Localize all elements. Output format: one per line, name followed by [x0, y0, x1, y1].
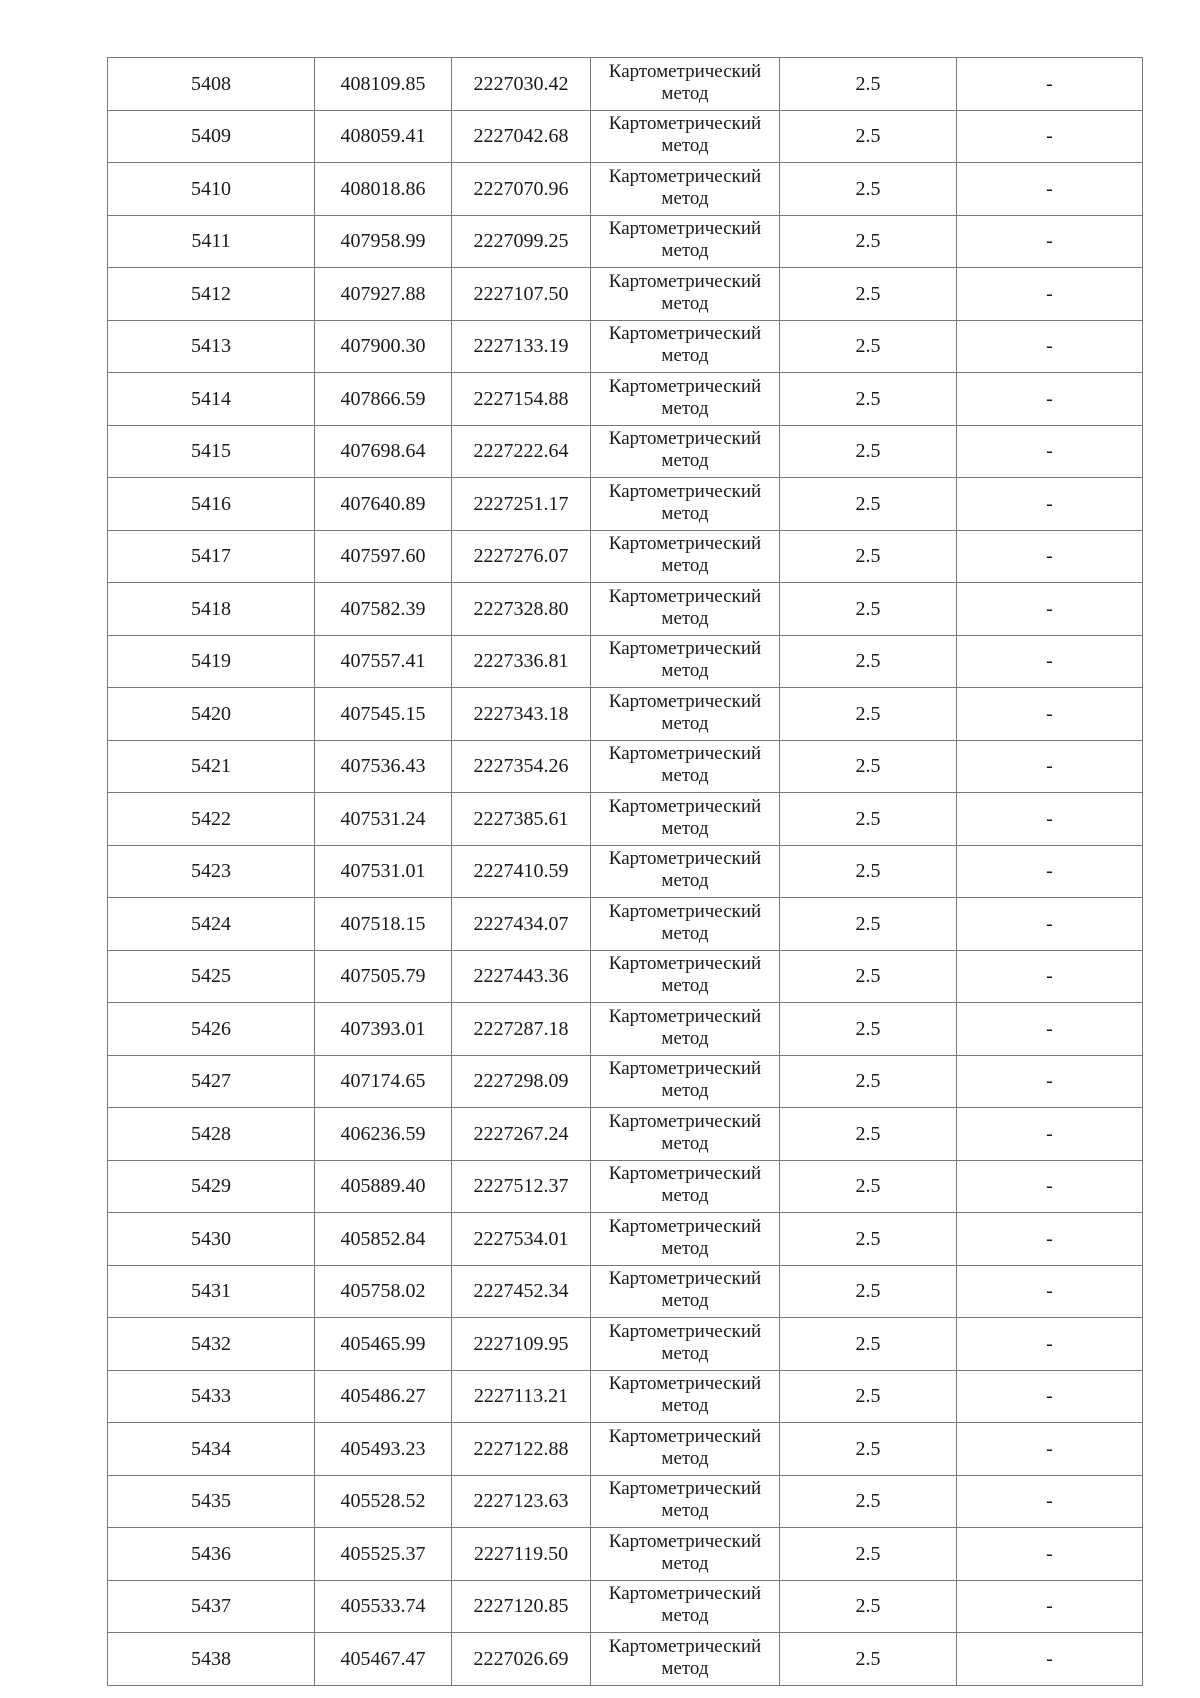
method-line-1: Картометрический [608, 533, 762, 555]
point-number-cell: 5429 [108, 1160, 315, 1213]
coordinate-x-cell: 407597.60 [315, 530, 452, 583]
accuracy-cell: 2.5 [780, 845, 957, 898]
coordinate-y-cell: 2227042.68 [452, 110, 591, 163]
coordinate-x-cell: 407900.30 [315, 320, 452, 373]
point-number-cell: 5434 [108, 1423, 315, 1476]
point-number-cell: 5431 [108, 1265, 315, 1318]
coordinate-y-cell: 2227385.61 [452, 793, 591, 846]
method-cell [591, 268, 780, 321]
method-line-2: метод [661, 1290, 709, 1312]
accuracy-cell: 2.5 [780, 583, 957, 636]
accuracy-cell: 2.5 [780, 1160, 957, 1213]
coordinate-x-cell: 407393.01 [315, 1003, 452, 1056]
point-number-cell: 5424 [108, 898, 315, 951]
accuracy-cell: 2.5 [780, 478, 957, 531]
coordinate-x-cell: 405758.02 [315, 1265, 452, 1318]
coordinate-y-cell: 2227154.88 [452, 373, 591, 426]
method-line-2: метод [661, 397, 709, 419]
table-row [108, 163, 1143, 216]
coordinate-x-cell: 407927.88 [315, 268, 452, 321]
method-line-1: Картометрический [608, 323, 762, 345]
table-row [108, 1580, 1143, 1633]
method-line-1: Картометрический [608, 60, 762, 82]
table-row [108, 1160, 1143, 1213]
method-cell [591, 898, 780, 951]
accuracy-cell: 2.5 [780, 635, 957, 688]
accuracy-cell: 2.5 [780, 1318, 957, 1371]
method-line-2: метод [661, 187, 709, 209]
method-line-1: Картометрический [608, 428, 762, 450]
method-line-2: метод [661, 922, 709, 944]
method-line-2: метод [661, 607, 709, 629]
coordinate-y-cell: 2227122.88 [452, 1423, 591, 1476]
note-cell: - [957, 478, 1143, 531]
coordinate-y-cell: 2227336.81 [452, 635, 591, 688]
coordinate-x-cell: 405525.37 [315, 1528, 452, 1581]
table-row [108, 845, 1143, 898]
coordinate-x-cell: 407174.65 [315, 1055, 452, 1108]
point-number-cell: 5432 [108, 1318, 315, 1371]
table-row [108, 1370, 1143, 1423]
method-cell [591, 1528, 780, 1581]
note-cell: - [957, 58, 1143, 111]
note-cell: - [957, 1580, 1143, 1633]
coordinate-y-cell: 2227251.17 [452, 478, 591, 531]
coordinate-y-cell: 2227026.69 [452, 1633, 591, 1686]
method-line-2: метод [661, 870, 709, 892]
coordinate-y-cell: 2227298.09 [452, 1055, 591, 1108]
coordinate-y-cell: 2227328.80 [452, 583, 591, 636]
method-line-1: Картометрический [608, 1478, 762, 1500]
method-cell [591, 1055, 780, 1108]
point-number-cell: 5415 [108, 425, 315, 478]
method-line-2: метод [661, 345, 709, 367]
coordinate-x-cell: 407958.99 [315, 215, 452, 268]
coordinate-y-cell: 2227452.34 [452, 1265, 591, 1318]
method-cell [591, 1580, 780, 1633]
method-cell [591, 1633, 780, 1686]
method-line-1: Картометрический [608, 1373, 762, 1395]
coordinate-y-cell: 2227120.85 [452, 1580, 591, 1633]
table-row [108, 320, 1143, 373]
method-line-1: Картометрический [608, 1005, 762, 1027]
point-number-cell: 5426 [108, 1003, 315, 1056]
method-cell [591, 1213, 780, 1266]
table-row [108, 110, 1143, 163]
accuracy-cell: 2.5 [780, 110, 957, 163]
method-cell [591, 1475, 780, 1528]
method-line-1: Картометрический [608, 480, 762, 502]
method-line-1: Картометрический [608, 795, 762, 817]
accuracy-cell: 2.5 [780, 1003, 957, 1056]
table-row [108, 1318, 1143, 1371]
method-cell [591, 215, 780, 268]
accuracy-cell: 2.5 [780, 58, 957, 111]
accuracy-cell: 2.5 [780, 898, 957, 951]
accuracy-cell: 2.5 [780, 1528, 957, 1581]
note-cell: - [957, 688, 1143, 741]
note-cell: - [957, 1633, 1143, 1686]
method-line-2: метод [661, 1080, 709, 1102]
table-row [108, 373, 1143, 426]
table-row [108, 215, 1143, 268]
note-cell: - [957, 740, 1143, 793]
coordinate-y-cell: 2227434.07 [452, 898, 591, 951]
table-row [108, 898, 1143, 951]
coordinate-x-cell: 406236.59 [315, 1108, 452, 1161]
accuracy-cell: 2.5 [780, 530, 957, 583]
method-line-1: Картометрический [608, 848, 762, 870]
method-cell [591, 950, 780, 1003]
point-number-cell: 5427 [108, 1055, 315, 1108]
method-line-1: Картометрический [608, 1110, 762, 1132]
point-number-cell: 5411 [108, 215, 315, 268]
method-line-1: Картометрический [608, 1530, 762, 1552]
method-cell [591, 583, 780, 636]
coordinate-y-cell: 2227113.21 [452, 1370, 591, 1423]
note-cell: - [957, 163, 1143, 216]
coordinate-y-cell: 2227119.50 [452, 1528, 591, 1581]
method-line-2: метод [661, 975, 709, 997]
method-line-1: Картометрический [608, 690, 762, 712]
point-number-cell: 5414 [108, 373, 315, 426]
coordinate-y-cell: 2227133.19 [452, 320, 591, 373]
accuracy-cell: 2.5 [780, 688, 957, 741]
table-row [108, 1633, 1143, 1686]
note-cell: - [957, 530, 1143, 583]
table-row [108, 793, 1143, 846]
method-line-2: метод [661, 1027, 709, 1049]
method-line-2: метод [661, 1132, 709, 1154]
method-line-2: метод [661, 502, 709, 524]
note-cell: - [957, 1265, 1143, 1318]
point-number-cell: 5412 [108, 268, 315, 321]
coordinate-y-cell: 2227534.01 [452, 1213, 591, 1266]
accuracy-cell: 2.5 [780, 1213, 957, 1266]
method-line-1: Картометрический [608, 1635, 762, 1657]
table-row [108, 478, 1143, 531]
note-cell: - [957, 950, 1143, 1003]
note-cell: - [957, 1423, 1143, 1476]
coordinate-x-cell: 405528.52 [315, 1475, 452, 1528]
method-line-1: Картометрический [608, 113, 762, 135]
accuracy-cell: 2.5 [780, 1265, 957, 1318]
method-cell [591, 635, 780, 688]
method-line-1: Картометрический [608, 1425, 762, 1447]
coordinate-y-cell: 2227354.26 [452, 740, 591, 793]
method-line-1: Картометрический [608, 165, 762, 187]
coordinate-x-cell: 408018.86 [315, 163, 452, 216]
coordinate-x-cell: 407505.79 [315, 950, 452, 1003]
coordinates-table-body [108, 58, 1143, 1686]
note-cell: - [957, 320, 1143, 373]
accuracy-cell: 2.5 [780, 950, 957, 1003]
point-number-cell: 5418 [108, 583, 315, 636]
table-row [108, 58, 1143, 111]
note-cell: - [957, 373, 1143, 426]
note-cell: - [957, 845, 1143, 898]
note-cell: - [957, 215, 1143, 268]
method-line-1: Картометрический [608, 1058, 762, 1080]
method-line-2: метод [661, 82, 709, 104]
method-line-2: метод [661, 1447, 709, 1469]
coordinate-x-cell: 408059.41 [315, 110, 452, 163]
table-row [108, 583, 1143, 636]
coordinate-x-cell: 407640.89 [315, 478, 452, 531]
note-cell: - [957, 1055, 1143, 1108]
method-line-2: метод [661, 135, 709, 157]
method-line-2: метод [661, 1185, 709, 1207]
method-line-2: метод [661, 1500, 709, 1522]
method-line-1: Картометрический [608, 375, 762, 397]
method-cell [591, 1265, 780, 1318]
method-cell [591, 1423, 780, 1476]
point-number-cell: 5409 [108, 110, 315, 163]
method-line-1: Картометрический [608, 1268, 762, 1290]
note-cell: - [957, 1213, 1143, 1266]
method-line-2: метод [661, 1342, 709, 1364]
point-number-cell: 5416 [108, 478, 315, 531]
coordinate-y-cell: 2227107.50 [452, 268, 591, 321]
method-line-1: Картометрический [608, 1583, 762, 1605]
method-cell [591, 320, 780, 373]
table-row [108, 950, 1143, 1003]
coordinate-x-cell: 407582.39 [315, 583, 452, 636]
point-number-cell: 5437 [108, 1580, 315, 1633]
method-line-2: метод [661, 240, 709, 262]
method-line-1: Картометрический [608, 585, 762, 607]
method-line-1: Картометрический [608, 270, 762, 292]
coordinate-x-cell: 405889.40 [315, 1160, 452, 1213]
table-row [108, 1055, 1143, 1108]
method-line-2: метод [661, 817, 709, 839]
point-number-cell: 5408 [108, 58, 315, 111]
table-row [108, 530, 1143, 583]
note-cell: - [957, 1318, 1143, 1371]
accuracy-cell: 2.5 [780, 163, 957, 216]
point-number-cell: 5428 [108, 1108, 315, 1161]
coordinate-x-cell: 407557.41 [315, 635, 452, 688]
method-line-2: метод [661, 292, 709, 314]
coordinate-x-cell: 407531.01 [315, 845, 452, 898]
point-number-cell: 5421 [108, 740, 315, 793]
table-row [108, 268, 1143, 321]
coordinate-x-cell: 408109.85 [315, 58, 452, 111]
method-cell [591, 1003, 780, 1056]
point-number-cell: 5430 [108, 1213, 315, 1266]
coordinate-x-cell: 407531.24 [315, 793, 452, 846]
coordinates-table [107, 57, 1143, 1686]
table-row [108, 1528, 1143, 1581]
accuracy-cell: 2.5 [780, 740, 957, 793]
note-cell: - [957, 1475, 1143, 1528]
point-number-cell: 5422 [108, 793, 315, 846]
table-row [108, 1003, 1143, 1056]
accuracy-cell: 2.5 [780, 373, 957, 426]
coordinate-y-cell: 2227267.24 [452, 1108, 591, 1161]
method-cell [591, 1160, 780, 1213]
coordinate-x-cell: 407518.15 [315, 898, 452, 951]
note-cell: - [957, 110, 1143, 163]
coordinate-y-cell: 2227123.63 [452, 1475, 591, 1528]
point-number-cell: 5435 [108, 1475, 315, 1528]
point-number-cell: 5438 [108, 1633, 315, 1686]
coordinate-x-cell: 407866.59 [315, 373, 452, 426]
method-line-1: Картометрический [608, 743, 762, 765]
accuracy-cell: 2.5 [780, 1108, 957, 1161]
table-row [108, 1475, 1143, 1528]
coordinate-y-cell: 2227276.07 [452, 530, 591, 583]
table-row [108, 425, 1143, 478]
coordinate-y-cell: 2227287.18 [452, 1003, 591, 1056]
method-cell [591, 110, 780, 163]
coordinate-x-cell: 405486.27 [315, 1370, 452, 1423]
coordinate-y-cell: 2227410.59 [452, 845, 591, 898]
accuracy-cell: 2.5 [780, 1580, 957, 1633]
point-number-cell: 5433 [108, 1370, 315, 1423]
point-number-cell: 5413 [108, 320, 315, 373]
method-line-1: Картометрический [608, 1320, 762, 1342]
coordinate-y-cell: 2227109.95 [452, 1318, 591, 1371]
coordinate-y-cell: 2227343.18 [452, 688, 591, 741]
coordinate-x-cell: 407545.15 [315, 688, 452, 741]
note-cell: - [957, 1003, 1143, 1056]
point-number-cell: 5420 [108, 688, 315, 741]
point-number-cell: 5436 [108, 1528, 315, 1581]
accuracy-cell: 2.5 [780, 1423, 957, 1476]
accuracy-cell: 2.5 [780, 268, 957, 321]
coordinate-x-cell: 405467.47 [315, 1633, 452, 1686]
coordinate-y-cell: 2227443.36 [452, 950, 591, 1003]
point-number-cell: 5417 [108, 530, 315, 583]
accuracy-cell: 2.5 [780, 793, 957, 846]
coordinate-y-cell: 2227099.25 [452, 215, 591, 268]
coordinate-x-cell: 405465.99 [315, 1318, 452, 1371]
note-cell: - [957, 1528, 1143, 1581]
coordinate-x-cell: 405852.84 [315, 1213, 452, 1266]
coordinate-y-cell: 2227070.96 [452, 163, 591, 216]
note-cell: - [957, 583, 1143, 636]
method-cell [591, 1370, 780, 1423]
method-cell [591, 740, 780, 793]
coordinate-x-cell: 405493.23 [315, 1423, 452, 1476]
note-cell: - [957, 1370, 1143, 1423]
note-cell: - [957, 1160, 1143, 1213]
accuracy-cell: 2.5 [780, 215, 957, 268]
method-cell [591, 530, 780, 583]
table-row [108, 635, 1143, 688]
method-cell [591, 1108, 780, 1161]
method-line-1: Картометрический [608, 900, 762, 922]
method-cell [591, 58, 780, 111]
note-cell: - [957, 793, 1143, 846]
point-number-cell: 5425 [108, 950, 315, 1003]
accuracy-cell: 2.5 [780, 1475, 957, 1528]
point-number-cell: 5423 [108, 845, 315, 898]
table-row [108, 1423, 1143, 1476]
coordinate-y-cell: 2227030.42 [452, 58, 591, 111]
method-line-1: Картометрический [608, 218, 762, 240]
coordinate-x-cell: 407698.64 [315, 425, 452, 478]
method-line-2: метод [661, 555, 709, 577]
table-row [108, 740, 1143, 793]
method-cell [591, 478, 780, 531]
method-line-2: метод [661, 660, 709, 682]
table-row [108, 688, 1143, 741]
accuracy-cell: 2.5 [780, 320, 957, 373]
point-number-cell: 5419 [108, 635, 315, 688]
point-number-cell: 5410 [108, 163, 315, 216]
method-cell [591, 1318, 780, 1371]
accuracy-cell: 2.5 [780, 425, 957, 478]
method-line-2: метод [661, 1657, 709, 1679]
note-cell: - [957, 425, 1143, 478]
coordinate-x-cell: 407536.43 [315, 740, 452, 793]
note-cell: - [957, 635, 1143, 688]
accuracy-cell: 2.5 [780, 1633, 957, 1686]
coordinate-x-cell: 405533.74 [315, 1580, 452, 1633]
method-cell [591, 845, 780, 898]
method-line-1: Картометрический [608, 1215, 762, 1237]
coordinate-y-cell: 2227512.37 [452, 1160, 591, 1213]
table-row [108, 1265, 1143, 1318]
method-cell [591, 373, 780, 426]
method-line-2: метод [661, 1552, 709, 1574]
note-cell: - [957, 898, 1143, 951]
note-cell: - [957, 1108, 1143, 1161]
method-line-2: метод [661, 1395, 709, 1417]
method-line-2: метод [661, 765, 709, 787]
method-cell [591, 425, 780, 478]
method-cell [591, 163, 780, 216]
method-line-1: Картометрический [608, 953, 762, 975]
method-line-2: метод [661, 450, 709, 472]
accuracy-cell: 2.5 [780, 1055, 957, 1108]
method-line-1: Картометрический [608, 1163, 762, 1185]
method-cell [591, 793, 780, 846]
coordinate-y-cell: 2227222.64 [452, 425, 591, 478]
table-row [108, 1108, 1143, 1161]
accuracy-cell: 2.5 [780, 1370, 957, 1423]
method-line-1: Картометрический [608, 638, 762, 660]
table-row [108, 1213, 1143, 1266]
method-line-2: метод [661, 1605, 709, 1627]
method-line-2: метод [661, 712, 709, 734]
method-line-2: метод [661, 1237, 709, 1259]
method-cell [591, 688, 780, 741]
note-cell: - [957, 268, 1143, 321]
